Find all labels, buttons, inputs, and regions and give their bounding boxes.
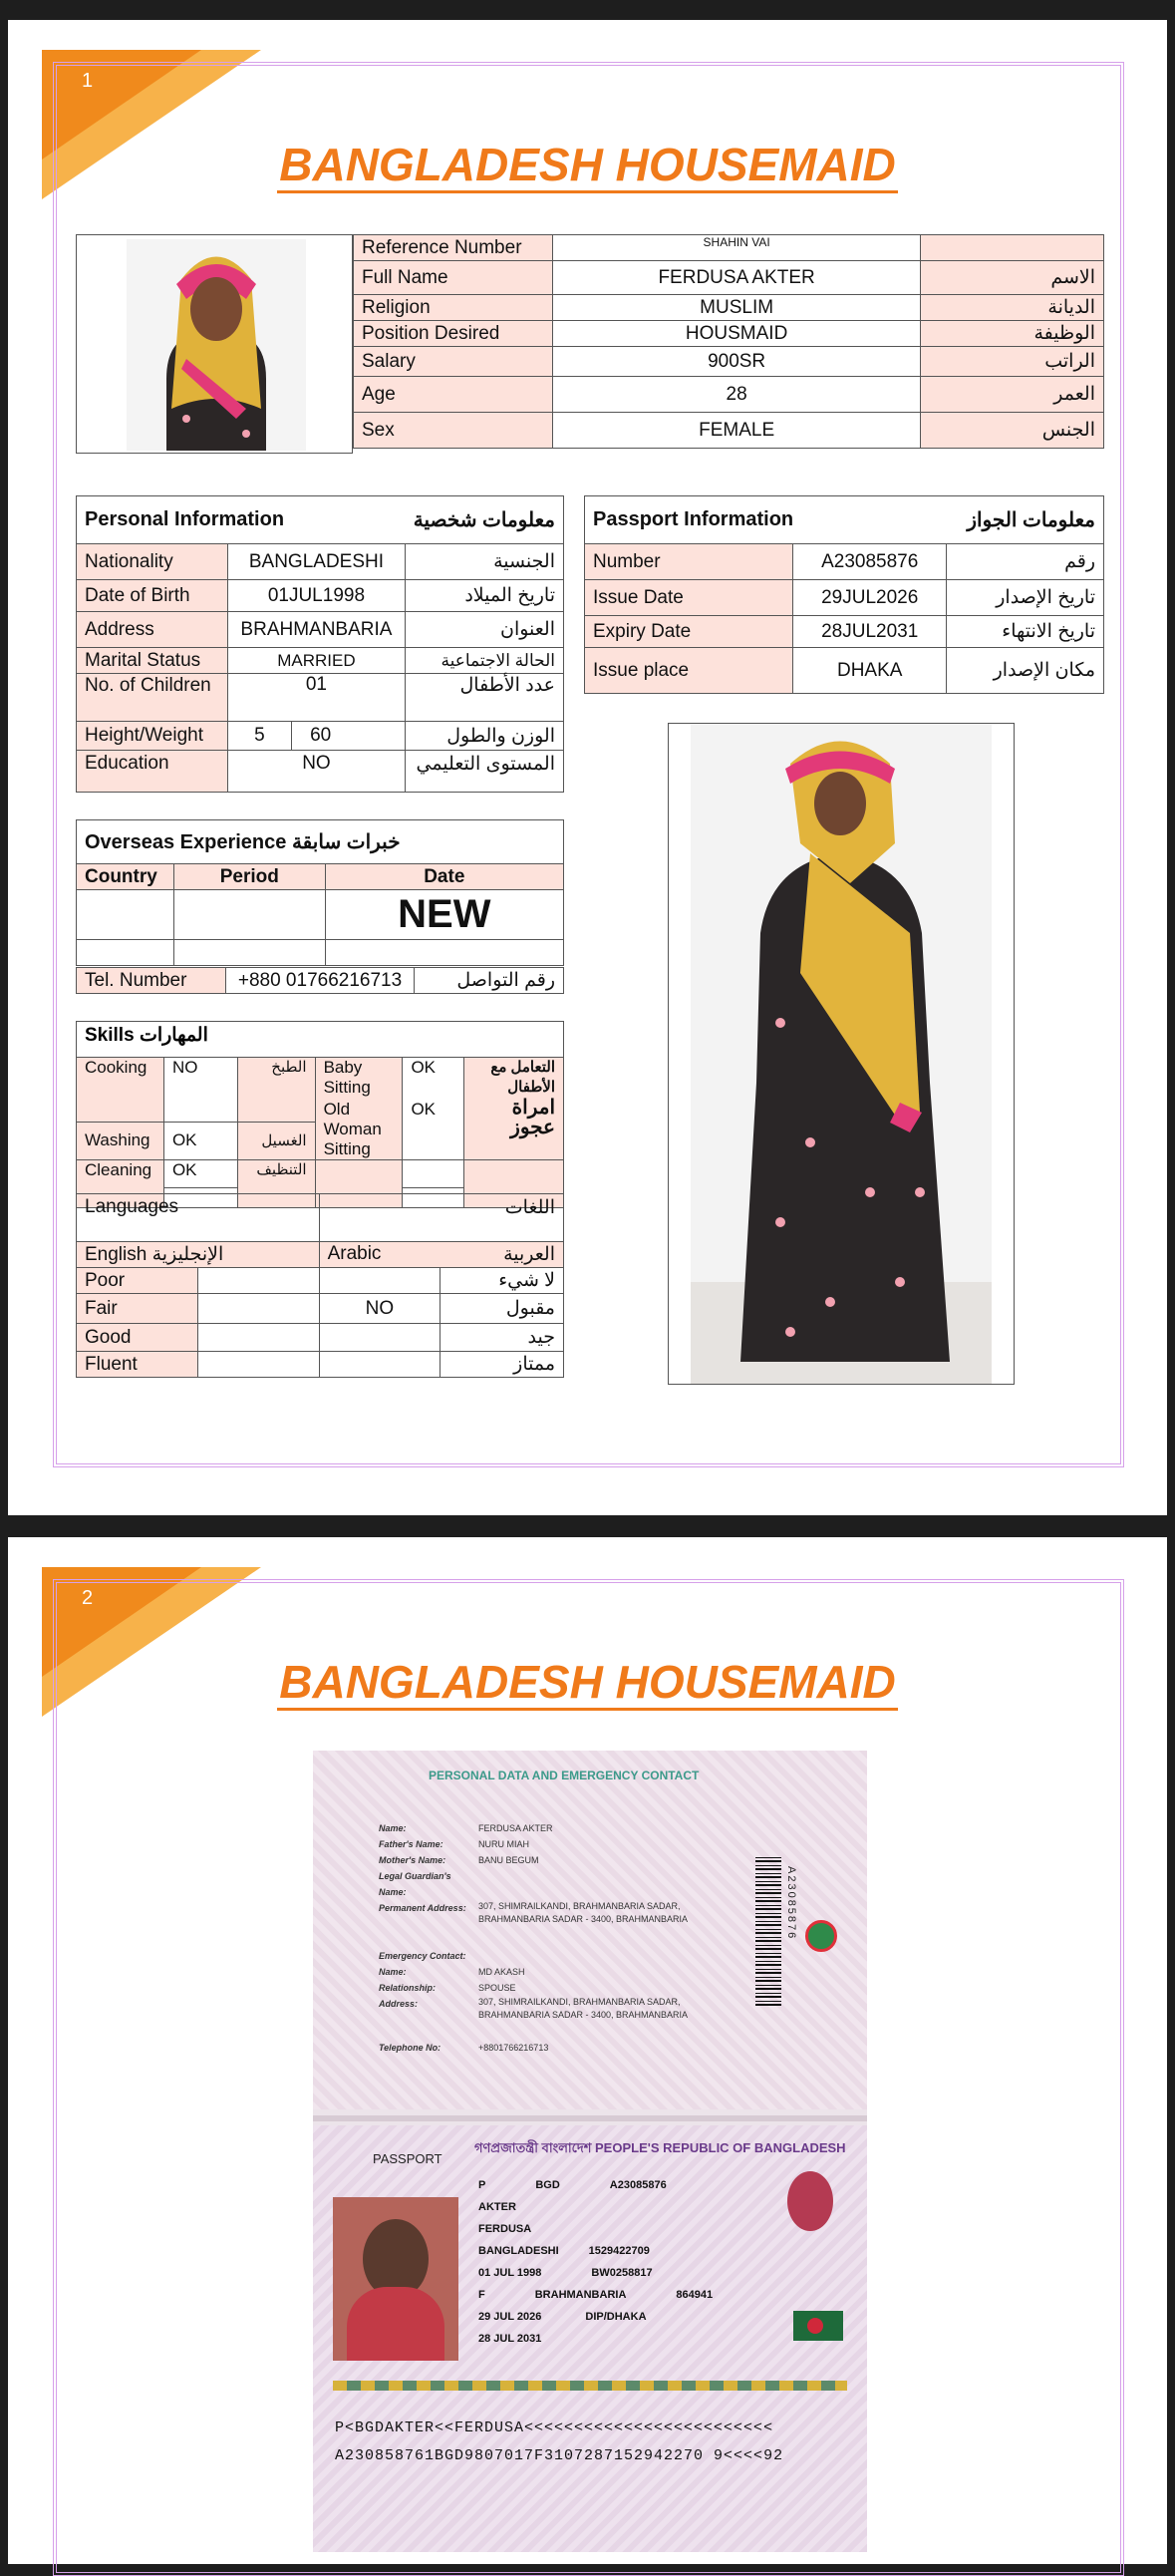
personal-label: Marital Status — [77, 648, 228, 674]
height-weight-label-ar: الوزن والطول — [406, 722, 564, 751]
skill-label: Washing — [77, 1122, 164, 1159]
height-weight-label: Height/Weight — [77, 722, 228, 751]
summary-label: Position Desired — [354, 321, 553, 347]
personal-label: Address — [77, 612, 228, 648]
personal-label: Date of Birth — [77, 580, 228, 612]
level-label-ar: لا شيء — [441, 1268, 564, 1294]
passport-bio-page — [313, 2125, 867, 2552]
summary-label-ar: الاسم — [921, 261, 1104, 295]
full-body-photo — [691, 724, 992, 1384]
education-label-ar: المستوى التعليمي — [406, 751, 564, 793]
weight-value: 60 — [310, 725, 332, 746]
passport-value: DHAKA — [793, 648, 947, 694]
skill-label-ar: الغسيل — [237, 1122, 315, 1159]
summary-label: Religion — [354, 295, 553, 321]
portrait-photo — [127, 239, 306, 451]
personal-label: No. of Children — [77, 674, 228, 722]
passport-word: PASSPORT — [373, 2151, 442, 2166]
page-title: BANGLADESH HOUSEMAID — [8, 138, 1167, 191]
level-label-ar: ممتاز — [441, 1352, 564, 1378]
languages-table — [76, 1193, 564, 1378]
summary-value: SHAHIN VAI — [552, 235, 920, 261]
language-english: English الإنجليزية — [77, 1242, 320, 1268]
level-english — [197, 1352, 319, 1378]
data-page-heading: PERSONAL DATA AND EMERGENCY CONTACT — [429, 1769, 700, 1782]
personal-info-title: Personal Information — [77, 496, 406, 544]
skill-value: NO — [163, 1058, 237, 1123]
page-number: 1 — [82, 70, 94, 92]
security-strip — [333, 2381, 847, 2391]
col-period: Period — [173, 864, 325, 890]
overseas-period — [173, 890, 325, 940]
summary-label-ar: العمر — [921, 377, 1104, 413]
summary-label: Full Name — [354, 261, 553, 295]
summary-value: 900SR — [552, 347, 920, 377]
barcode-text: A23085876 — [785, 1866, 797, 1941]
bio-fields: P BGD A23085876 AKTER FERDUSA BANGLADESHI 1529422709 01 JUL 1998 BW0258817 F BRAHMANBARIA 864941 29 JUL 2026 DIP/DHAKA 28 JUL 2031 — [478, 2179, 714, 2345]
passport-label-ar: تاريخ الانتهاء — [947, 616, 1104, 648]
personal-value: 01JUL1998 — [227, 580, 406, 612]
personal-label-ar: الحالة الاجتماعية — [406, 648, 564, 674]
page-2 — [8, 1537, 1167, 2564]
summary-label: Salary — [354, 347, 553, 377]
summary-label: Sex — [354, 413, 553, 449]
skill-label-ar: التنظيف — [237, 1160, 315, 1208]
passport-data-page — [313, 1751, 867, 2109]
summary-label-ar — [921, 235, 1104, 261]
col-country: Country — [77, 864, 174, 890]
personal-label-ar: تاريخ الميلاد — [406, 580, 564, 612]
personal-value: MARRIED — [227, 648, 406, 674]
portrait-photo-frame — [76, 234, 353, 454]
summary-value: HOUSMAID — [552, 321, 920, 347]
summary-table — [353, 234, 1104, 449]
level-arabic — [319, 1268, 441, 1294]
level-arabic — [319, 1352, 441, 1378]
passport-label: Expiry Date — [585, 616, 793, 648]
skill-value: OK — [163, 1160, 237, 1208]
skill-label: Cleaning — [77, 1160, 164, 1208]
personal-label-ar: عدد الأطفال — [406, 674, 564, 722]
overseas-title: Overseas Experience خبرات سابقة — [77, 820, 564, 864]
personal-info-table — [76, 495, 564, 793]
telephone-table — [76, 967, 564, 994]
language-arabic: Arabic العربية — [319, 1242, 563, 1268]
passport-label: Issue Date — [585, 580, 793, 616]
mrz-line-2: A230858761BGD9807017F3107287152942270 9<<<<92 — [335, 2447, 784, 2464]
summary-value: FEMALE — [552, 413, 920, 449]
flag-icon — [793, 2311, 843, 2341]
summary-label: Reference Number — [354, 235, 553, 261]
emblem-icon — [805, 1920, 837, 1952]
skills-title: Skills المهارات — [85, 1025, 208, 1046]
full-body-photo-frame — [668, 723, 1015, 1385]
summary-label-ar: الوظيفة — [921, 321, 1104, 347]
passport-label: Number — [585, 544, 793, 580]
passport-info-table — [584, 495, 1104, 694]
skill-label: Cooking — [77, 1058, 164, 1123]
tel-label: Tel. Number — [77, 968, 226, 994]
languages-title: Languages — [77, 1194, 320, 1242]
overseas-table — [76, 819, 564, 966]
level-label: Good — [77, 1324, 198, 1352]
col-date: Date — [325, 864, 563, 890]
level-label: Fluent — [77, 1352, 198, 1378]
mrz-line-1: P<BGDAKTER<<FERDUSA<<<<<<<<<<<<<<<<<<<<<<<<< — [335, 2419, 774, 2436]
level-label-ar: جيد — [441, 1324, 564, 1352]
personal-value: BRAHMANBARIA — [227, 612, 406, 648]
level-arabic: NO — [319, 1294, 441, 1324]
level-english — [197, 1268, 319, 1294]
level-arabic — [319, 1324, 441, 1352]
skill-value: OK — [411, 1058, 436, 1077]
summary-value: FERDUSA AKTER — [552, 261, 920, 295]
page-1 — [8, 20, 1167, 1515]
level-label: Poor — [77, 1268, 198, 1294]
level-label-ar: مقبول — [441, 1294, 564, 1324]
height-value: 5 — [228, 722, 292, 750]
passport-photo — [333, 2197, 458, 2361]
languages-title-ar: اللغات — [319, 1194, 563, 1242]
personal-value: 01 — [227, 674, 406, 722]
summary-label-ar: الجنس — [921, 413, 1104, 449]
education-label: Education — [77, 751, 228, 793]
passport-scan — [313, 1751, 867, 2552]
personal-label: Nationality — [77, 544, 228, 580]
overseas-date: NEW — [325, 890, 563, 940]
mrz — [335, 2415, 783, 2470]
personal-value: BANGLADESHI — [227, 544, 406, 580]
education-value: NO — [227, 751, 406, 793]
skill-label: Old Woman Sitting — [323, 1100, 382, 1158]
passport-label: Issue place — [585, 648, 793, 694]
passport-fold — [313, 2115, 867, 2121]
level-english — [197, 1324, 319, 1352]
tel-value: +880 01766216713 — [225, 968, 415, 994]
skill-label-ar: امراة عجوز — [510, 1097, 555, 1138]
skill-label-ar: التعامل مع الأطفال — [490, 1059, 555, 1096]
skills-table — [76, 1057, 564, 1208]
skill-label-ar: الطبخ — [237, 1058, 315, 1123]
level-english — [197, 1294, 319, 1324]
barcode — [755, 1856, 781, 2006]
summary-label: Age — [354, 377, 553, 413]
passport-value: A23085876 — [793, 544, 947, 580]
seal-icon — [787, 2171, 833, 2231]
page-number: 2 — [82, 1587, 94, 1609]
country-header: গণপ্রজাতন্ত্রী বাংলাদেশ PEOPLE'S REPUBLIC OF BANGLADESH — [474, 2140, 846, 2155]
personal-info-title-ar: معلومات شخصية — [406, 496, 564, 544]
personal-label-ar: الجنسية — [406, 544, 564, 580]
passport-value: 28JUL2031 — [793, 616, 947, 648]
page-title: BANGLADESH HOUSEMAID — [8, 1655, 1167, 1709]
tel-label-ar: رقم التواصل — [415, 968, 564, 994]
summary-label-ar: الراتب — [921, 347, 1104, 377]
summary-value: MUSLIM — [552, 295, 920, 321]
skill-label: Baby Sitting — [323, 1058, 371, 1097]
summary-label-ar: الديانة — [921, 295, 1104, 321]
passport-label-ar: رقم — [947, 544, 1104, 580]
personal-label-ar: العنوان — [406, 612, 564, 648]
passport-info-title: Passport Information — [585, 496, 947, 544]
skill-value: OK — [411, 1100, 436, 1119]
passport-info-title-ar: معلومات الجواز — [947, 496, 1104, 544]
passport-label-ar: تاريخ الإصدار — [947, 580, 1104, 616]
skill-value: OK — [163, 1122, 237, 1159]
data-page-fields: Name: FERDUSA AKTER Father's Name: NURU MIAH Mother's Name: BANU BEGUM Legal Guardian's Name: Permanent Address: 307, SHIMRAILKANDI, BRAHMANBARIA SADAR, BRAHMANBARIA SADAR - 3400, BRAHMANBARIA Emergency Contact: Name: MD AKASH Relationship: SPOUSE Address: 307, SHIMRAILKANDI, BRAHMANBARIA SADAR, BRAHMANBARIA SADAR - 3400, BRAHMANBARIA Telephone No: +8801766216713 — [379, 1823, 689, 2053]
passport-value: 29JUL2026 — [793, 580, 947, 616]
passport-label-ar: مكان الإصدار — [947, 648, 1104, 694]
overseas-country — [77, 890, 174, 940]
level-label: Fair — [77, 1294, 198, 1324]
summary-value: 28 — [552, 377, 920, 413]
